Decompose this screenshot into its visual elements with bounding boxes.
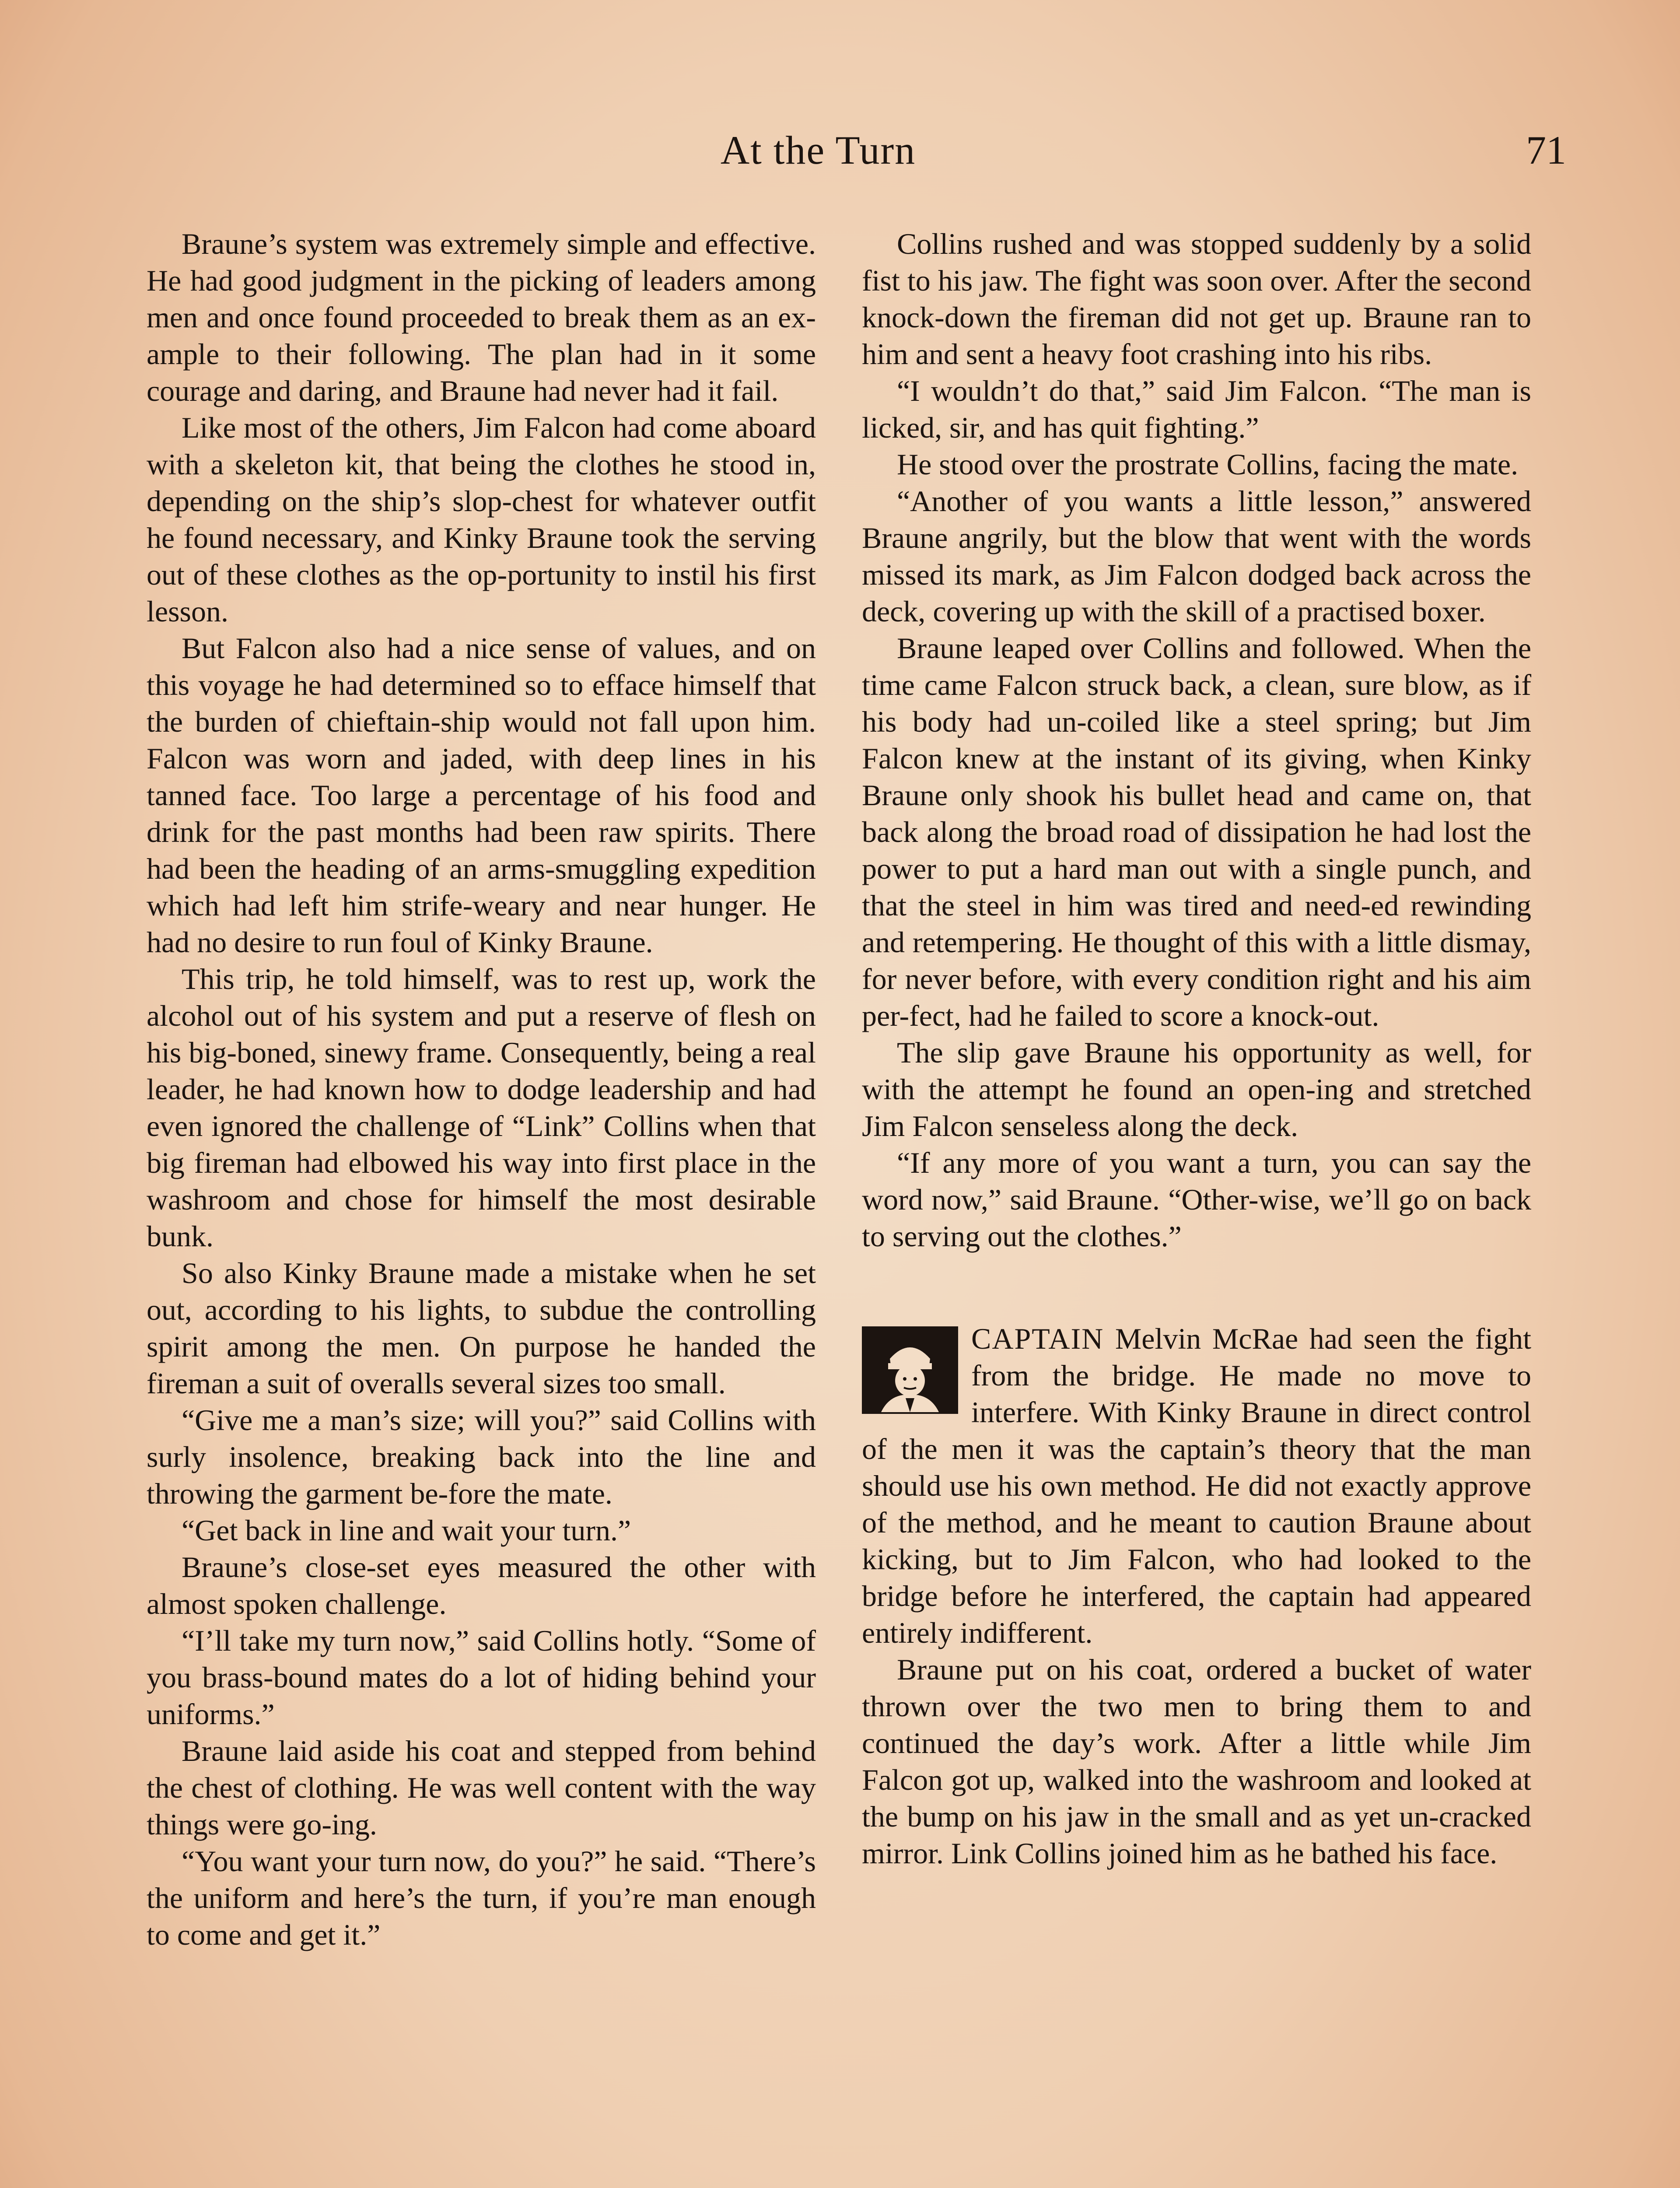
paragraph: Braune laid aside his coat and stepped from behind the chest of clothing. He was well content with the way things were go-ing. [147, 1734, 816, 1841]
paragraph: Like most of the others, Jim Falcon had come aboard with a skeleton kit, that being the clothes he stood in, depending on the ship’s slop-chest for whatever outfit he found necessary, and Kinky Braune took the serving out of these clothes as the op-portunity to instil his first lesson. [147, 411, 816, 628]
paragraph: Braune leaped over Collins and followed. When the time came Falcon struck back, a clean, sure blow, as if his body had un-coiled like a steel spring; but Jim Falcon knew at the instant of its giving, when Kinky Braune only shook his bullet head and came on, that back along the broad road of dissipation he had lost the power to put a hard man out with a single punch, and that the steel in him was tired and need-ed rewinding and retempering. He thought of this with a little dismay, for never before, with every condition right and his aim per-fect, had he failed to score a knock-out. [862, 631, 1531, 1032]
section-lead-word: CAPTAIN [971, 1322, 1104, 1355]
paragraph: Braune put on his coat, ordered a bucket of water thrown over the two men to bring them to and continued the day’s work. After a little while Jim Falcon got up, walked into the washroom and looked at the bump on his jaw in the small and as yet un-cracked mirror. Link Collins joined him as he bathed his face. [862, 1653, 1531, 1870]
paragraph: Braune’s system was extremely simple and effective. He had good judgment in the picking of leaders among men and once found proceeded to break them as an ex-ample to their following. The plan had in it some courage and daring, and Braune had never had it fail. [147, 227, 816, 407]
paragraph: Braune’s close-set eyes measured the other with almost spoken challenge. [147, 1550, 816, 1620]
page-number: 71 [1526, 128, 1566, 172]
paragraph: The slip gave Braune his opportunity as well, for with the attempt he found an open-ing and stretched Jim Falcon senseless along the deck. [862, 1036, 1531, 1143]
section-opening-paragraph [862, 1320, 1531, 1651]
right-column [862, 225, 1531, 1872]
paragraph: He stood over the prostrate Collins, facing the mate. [897, 448, 1519, 481]
paragraph: “You want your turn now, do you?” he said. “There’s the uniform and here’s the turn, if you’re man enough to come and get it.” [147, 1844, 816, 1951]
paragraph: So also Kinky Braune made a mistake when he set out, according to his lights, to subdue the controlling spirit among the men. On purpose he handed the fireman a suit of overalls several sizes too small. [147, 1256, 816, 1400]
section-lead-text: Melvin McRae had seen the fight from the bridge. He made no move to interfere. With Kinky Braune in direct control of the men it was the captain’s theory that the man should use his own method. He did not exactly approve of the method, and he meant to caution Braune about kicking, but to Jim Falcon, who had looked to the bridge before he interfered, the captain had appeared entirely indifferent. [862, 1322, 1531, 1649]
captain-portrait-ornament [862, 1326, 958, 1414]
page-header [0, 127, 1680, 188]
paragraph: “Another of you wants a little lesson,” answered Braune angrily, but the blow that went with the words missed its mark, as Jim Falcon dodged back across the deck, covering up with the skill of a practised boxer. [862, 484, 1531, 628]
section-break [862, 1255, 1531, 1320]
running-title: At the Turn [720, 128, 916, 172]
paragraph: “Give me a man’s size; will you?” said Collins with surly insolence, breaking back into the line and throwing the garment be-fore the mate. [147, 1403, 816, 1510]
paragraph: Collins rushed and was stopped suddenly by a solid fist to his jaw. The fight was soon over. After the second knock-down the fireman did not get up. Braune ran to him and sent a heavy foot crashing into his ribs. [862, 227, 1531, 371]
paragraph: “Get back in line and wait your turn.” [182, 1514, 631, 1547]
paragraph: “I’ll take my turn now,” said Collins hotly. “Some of you brass-bound mates do a lot of hiding behind your uniforms.” [147, 1624, 816, 1731]
left-column [147, 225, 816, 1953]
paragraph: But Falcon also had a nice sense of values, and on this voyage he had determined so to efface himself that the burden of chieftain-ship would not fall upon him. Falcon was worn and jaded, with deep lines in his tanned face. Too large a percentage of his food and drink for the past months had been raw spirits. There had been the heading of an arms-smuggling expedition which had left him strife-weary and near hunger. He had no desire to run foul of Kinky Braune. [147, 631, 816, 959]
paragraph: “If any more of you want a turn, you can say the word now,” said Braune. “Other-wise, we’ll go on back to serving out the clothes.” [862, 1146, 1531, 1253]
paragraph: This trip, he told himself, was to rest up, work the alcohol out of his system and put a reserve of flesh on his big-boned, sinewy frame. Consequently, being a real leader, he had known how to dodge leadership and had even ignored the challenge of “Link” Collins when that big fireman had elbowed his way into first place in the washroom and chose for himself the most desirable bunk. [147, 962, 816, 1253]
paragraph: “I wouldn’t do that,” said Jim Falcon. “The man is licked, sir, and has quit fighting.” [862, 374, 1531, 444]
